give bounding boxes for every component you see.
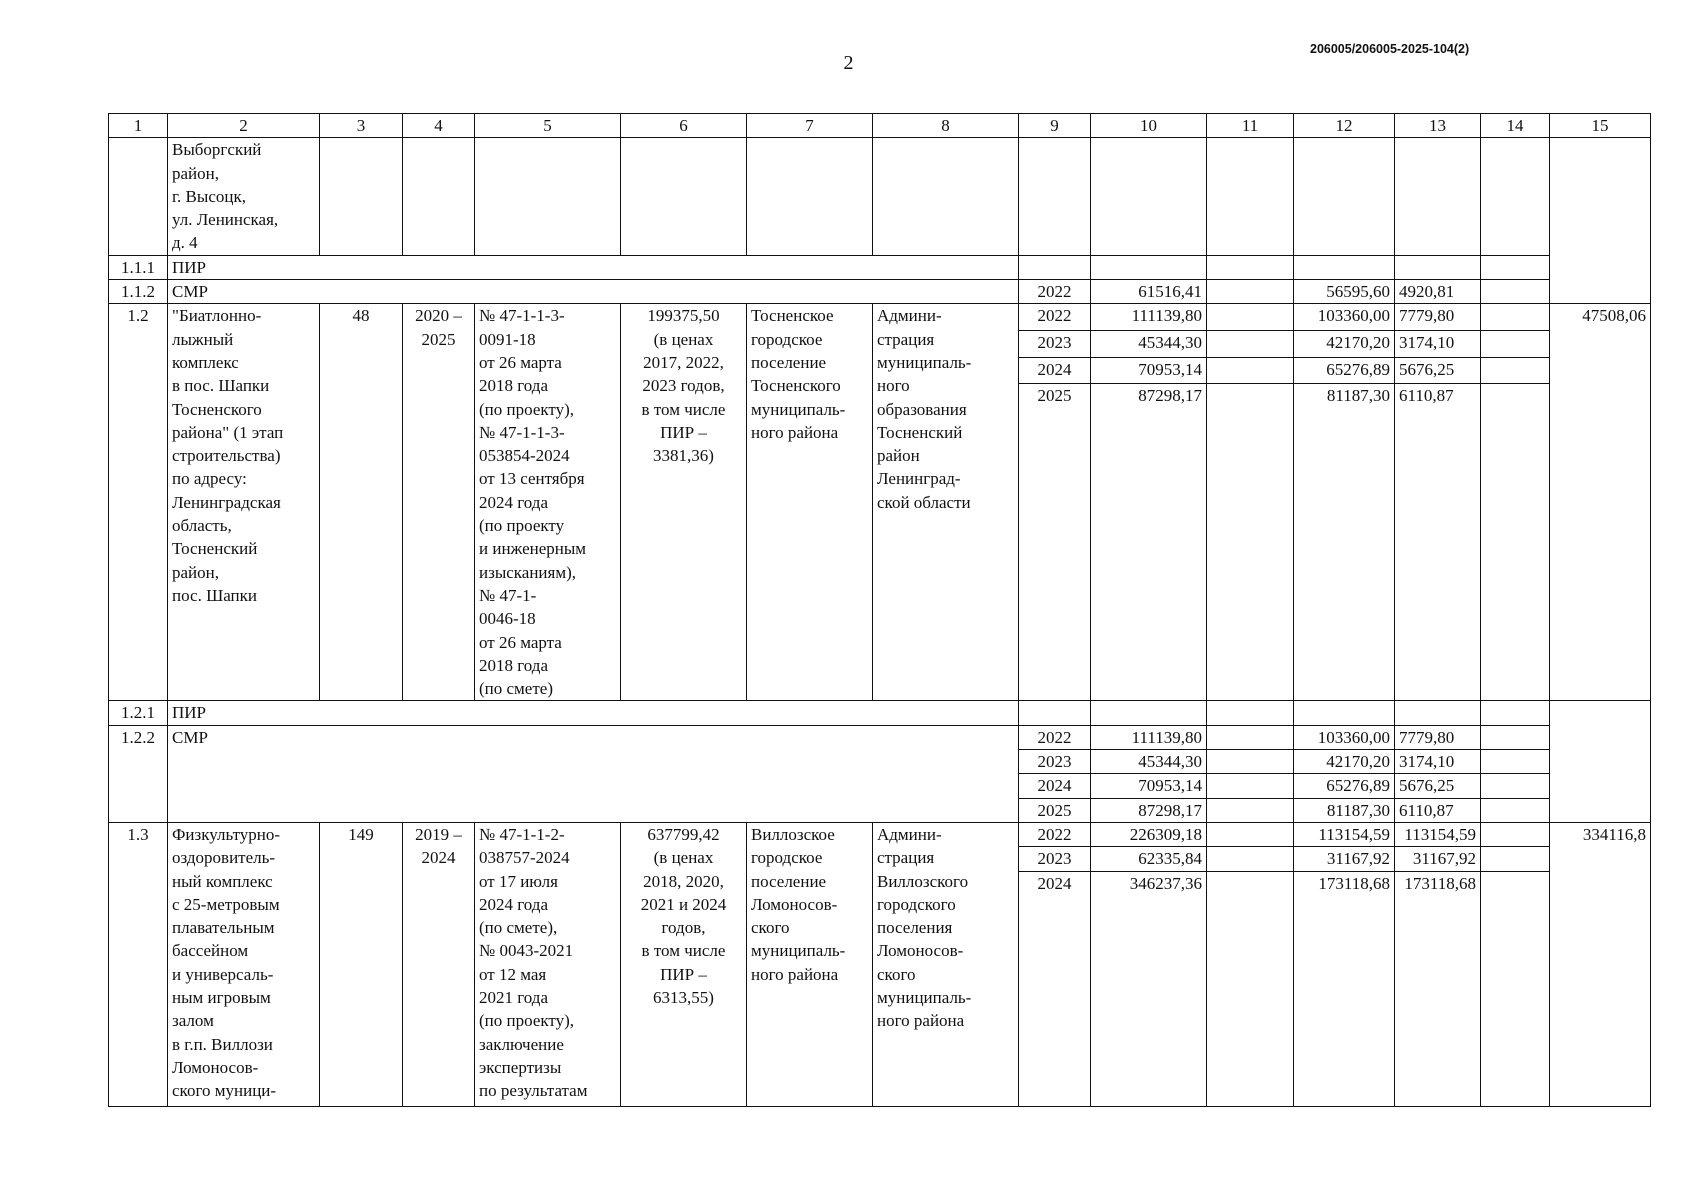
row-number: 1.2 — [109, 304, 168, 701]
table-cell — [1207, 280, 1294, 304]
text-line: 2017, 2022, — [643, 352, 724, 372]
table-cell — [1207, 331, 1294, 358]
year-cell: 2023 — [1019, 847, 1091, 871]
column-header: 6 — [621, 114, 747, 138]
table-cell — [1294, 701, 1395, 725]
text-line: 2018 года — [479, 376, 549, 396]
amount-cell: 3174,10 — [1395, 331, 1481, 358]
table-cell — [1091, 255, 1207, 279]
amount-cell: 5676,25 — [1395, 357, 1481, 384]
text-line: Виллозское — [751, 824, 835, 844]
text-line: в г.п. Виллози — [172, 1034, 273, 1054]
amount-cell: 7779,80 — [1395, 304, 1481, 331]
table-cell — [1091, 701, 1207, 725]
text-line: ской области — [877, 492, 971, 512]
amount-cell: 103360,00 — [1294, 725, 1395, 749]
text-line: 2024 — [421, 848, 456, 868]
text-line: (по проекту), — [479, 399, 575, 419]
column-header: 11 — [1207, 114, 1294, 138]
text-line: Тосненский — [172, 539, 258, 559]
sub-row-label: СМР — [168, 725, 1019, 822]
text-line: муниципаль- — [751, 941, 846, 961]
text-line: 2024 года — [479, 492, 549, 512]
amount-cell: 7779,80 — [1395, 725, 1481, 749]
text-line: страция — [877, 848, 935, 868]
table-cell — [1481, 750, 1550, 774]
column-header: 9 — [1019, 114, 1091, 138]
table-cell — [109, 138, 168, 255]
row-number: 1.1.1 — [109, 255, 168, 279]
column-number-row — [109, 114, 1651, 138]
text-line: Тосненского — [751, 376, 841, 396]
text-line: по результатам — [479, 1081, 588, 1101]
document-code: 206005/206005-2025-104(2) — [1310, 42, 1470, 56]
text-line: ского муници- — [172, 1081, 277, 1101]
table-cell — [1481, 798, 1550, 822]
text-line: ПИР – — [660, 964, 707, 984]
table-cell — [1481, 847, 1550, 871]
year-cell: 2022 — [1019, 280, 1091, 304]
table-cell — [1481, 384, 1550, 701]
total-cell: 87298,17 — [1091, 384, 1207, 701]
total-cell: 226309,18 — [1091, 822, 1207, 846]
text-line: с 25-метровым — [172, 894, 280, 914]
amount-cell: 65276,89 — [1294, 774, 1395, 798]
table-cell — [1207, 798, 1294, 822]
settlement-cell — [747, 822, 873, 1106]
amount-cell: 31167,92 — [1395, 847, 1481, 871]
table-cell — [1481, 304, 1550, 331]
text-line: ным игровым — [172, 987, 271, 1007]
table-cell — [1207, 774, 1294, 798]
table-cell — [1207, 384, 1294, 701]
amount-cell: 113154,59 — [1294, 822, 1395, 846]
text-line: в пос. Шапки — [172, 376, 270, 396]
table-cell — [1481, 138, 1550, 255]
text-line: страция — [877, 329, 935, 349]
row-number: 1.1.2 — [109, 280, 168, 304]
sub-row-label: ПИР — [168, 255, 1019, 279]
text-line: муниципаль- — [751, 399, 846, 419]
total-cell: 346237,36 — [1091, 871, 1207, 1106]
text-line: городское — [751, 848, 823, 868]
text-line: 053854-2024 — [479, 446, 570, 466]
table-cell — [1207, 725, 1294, 749]
column-header: 10 — [1091, 114, 1207, 138]
table-cell — [621, 138, 747, 255]
text-line: 2025 — [421, 329, 456, 349]
table-cell — [1481, 725, 1550, 749]
table-cell — [1019, 701, 1091, 725]
page-number: 2 — [843, 52, 854, 74]
table-cell — [1091, 138, 1207, 255]
text-line: область, — [172, 516, 232, 536]
text-line: Ломоносов- — [877, 941, 964, 961]
text-line: (по смете) — [479, 679, 553, 699]
text-line: ного района — [751, 964, 839, 984]
amount-cell: 4920,81 — [1395, 280, 1481, 304]
text-line: 637799,42 — [647, 824, 720, 844]
table-cell — [1207, 871, 1294, 1106]
text-line: образования — [877, 399, 967, 419]
total-cell: 45344,30 — [1091, 331, 1207, 358]
table-cell — [1207, 138, 1294, 255]
text-line: в том числе — [641, 399, 726, 419]
text-line: оздоровитель- — [172, 848, 276, 868]
column-header: 13 — [1395, 114, 1481, 138]
amount-cell: 42170,20 — [1294, 331, 1395, 358]
amount-cell: 42170,20 — [1294, 750, 1395, 774]
table-cell — [1481, 822, 1550, 846]
text-line: (по проекту — [479, 516, 565, 536]
text-line: от 13 сентября — [479, 469, 585, 489]
year-cell: 2022 — [1019, 304, 1091, 331]
table-cell — [403, 138, 475, 255]
year-cell: 2022 — [1019, 822, 1091, 846]
text-line: поселение — [751, 352, 827, 372]
amount-cell: 5676,25 — [1395, 774, 1481, 798]
total-cell: 70953,14 — [1091, 357, 1207, 384]
sub-row-1-1-1 — [109, 255, 1651, 279]
expertise-cell — [475, 304, 621, 701]
sub-row-label: ПИР — [168, 701, 1019, 725]
object-name — [168, 822, 320, 1106]
customer-cell — [873, 304, 1019, 701]
text-line: г. Высоцк, — [172, 186, 246, 206]
table-cell — [1207, 357, 1294, 384]
text-line: 0046-18 — [479, 609, 536, 629]
text-line: 2020 – — [415, 306, 462, 326]
sub-row-1-1-2 — [109, 280, 1651, 304]
amount-cell: 81187,30 — [1294, 384, 1395, 701]
text-line: ского — [751, 918, 790, 938]
text-line: изысканиям), — [479, 562, 577, 582]
text-line: заключение — [479, 1034, 564, 1054]
text-line: 2023 годов, — [642, 376, 725, 396]
text-line: (в ценах — [653, 329, 714, 349]
amount-cell: 113154,59 — [1395, 822, 1481, 846]
amount-cell: 6110,87 — [1395, 798, 1481, 822]
text-line: № 0043-2021 — [479, 941, 574, 961]
row-number: 1.3 — [109, 822, 168, 1106]
table-cell — [1207, 701, 1294, 725]
text-line: (в ценах — [653, 848, 714, 868]
table-cell — [1395, 701, 1481, 725]
limit-cell: 47508,06 — [1550, 304, 1651, 701]
text-line: Тосненский — [877, 422, 963, 442]
table-cell — [1481, 357, 1550, 384]
column-header: 8 — [873, 114, 1019, 138]
column-header: 14 — [1481, 114, 1550, 138]
text-line: от 17 июля — [479, 871, 558, 891]
row-number: 1.2.2 — [109, 725, 168, 822]
text-line: городского — [877, 894, 956, 914]
table-cell — [1207, 847, 1294, 871]
table-cell — [873, 138, 1019, 255]
text-line: и универсаль- — [172, 964, 274, 984]
text-line: Выборгский — [172, 140, 262, 160]
sub-row-label: СМР — [168, 280, 1019, 304]
table-cell — [1207, 304, 1294, 331]
text-line: 2018 года — [479, 655, 549, 675]
text-line: поселения — [877, 918, 953, 938]
text-line: комплекс — [172, 352, 239, 372]
text-line: строительства) — [172, 446, 281, 466]
text-line: Ломоносов- — [172, 1057, 259, 1077]
text-line: 3381,36) — [653, 446, 714, 466]
text-line: плавательным — [172, 918, 275, 938]
text-line: 2024 года — [479, 894, 549, 914]
text-line: № 47-1-1-2- — [479, 824, 565, 844]
text-line: (по проекту), — [479, 1011, 575, 1031]
text-line: муниципаль- — [877, 352, 972, 372]
year-cell: 2023 — [1019, 750, 1091, 774]
column-header: 5 — [475, 114, 621, 138]
capacity-cell: 149 — [320, 822, 403, 1106]
text-line: Ленинградская — [172, 492, 281, 512]
customer-cell — [873, 822, 1019, 1106]
amount-cell: 31167,92 — [1294, 847, 1395, 871]
text-line: Тосненское — [751, 306, 834, 326]
text-line: Тосненского — [172, 399, 262, 419]
text-line: 038757-2024 — [479, 848, 570, 868]
object-name — [168, 138, 320, 255]
table-cell — [1550, 138, 1651, 304]
text-line: 199375,50 — [647, 306, 720, 326]
amount-cell: 103360,00 — [1294, 304, 1395, 331]
sub-row-1-2-1 — [109, 701, 1651, 725]
limit-cell: 334116,8 — [1550, 822, 1651, 1106]
column-header: 7 — [747, 114, 873, 138]
text-line: муниципаль- — [877, 987, 972, 1007]
table-cell — [1207, 255, 1294, 279]
column-header: 4 — [403, 114, 475, 138]
object-name — [168, 304, 320, 701]
amount-cell: 56595,60 — [1294, 280, 1395, 304]
text-line: поселение — [751, 871, 827, 891]
text-line: экспертизы — [479, 1057, 562, 1077]
capacity-cell: 48 — [320, 304, 403, 701]
text-line: Админи- — [877, 824, 942, 844]
year-cell: 2024 — [1019, 357, 1091, 384]
text-line: Виллозского — [877, 871, 969, 891]
investment-program-table — [108, 113, 1651, 1107]
year-cell: 2024 — [1019, 774, 1091, 798]
table-cell — [1207, 750, 1294, 774]
expertise-cell — [475, 822, 621, 1106]
text-line: район, — [172, 562, 219, 582]
text-line: и инженерным — [479, 539, 587, 559]
text-line: от 12 мая — [479, 964, 547, 984]
table-cell — [1481, 255, 1550, 279]
table-cell — [1019, 255, 1091, 279]
text-line: ного района — [877, 1011, 965, 1031]
column-header: 3 — [320, 114, 403, 138]
object-row-1-3 — [109, 822, 1651, 846]
period-cell — [403, 304, 475, 701]
text-line: ул. Ленинская, — [172, 210, 279, 230]
column-header: 1 — [109, 114, 168, 138]
text-line: лыжный — [172, 329, 234, 349]
text-line: (по смете), — [479, 918, 558, 938]
text-line: ного — [877, 376, 910, 396]
table-cell — [1019, 138, 1091, 255]
table-cell — [1481, 871, 1550, 1106]
text-line: № 47-1-1-3- — [479, 306, 565, 326]
text-line: в том числе — [641, 941, 726, 961]
period-cell — [403, 822, 475, 1106]
text-line: Ломоносов- — [751, 894, 838, 914]
year-cell: 2025 — [1019, 798, 1091, 822]
table-cell — [1481, 331, 1550, 358]
object-row-1-2 — [109, 304, 1651, 331]
text-line: Физкультурно- — [172, 824, 281, 844]
text-line: ный комплекс — [172, 871, 273, 891]
column-header: 15 — [1550, 114, 1651, 138]
text-line: от 26 марта — [479, 632, 562, 652]
text-line: 2018, 2020, — [643, 871, 724, 891]
total-cell: 45344,30 — [1091, 750, 1207, 774]
text-line: район, — [172, 163, 219, 183]
text-line: 2019 – — [415, 824, 462, 844]
text-line: годов, — [661, 918, 706, 938]
text-line: № 47-1- — [479, 585, 537, 605]
table-cell — [1395, 138, 1481, 255]
table-cell — [1395, 255, 1481, 279]
column-header: 2 — [168, 114, 320, 138]
text-line: района" (1 этап — [172, 422, 284, 442]
amount-cell: 81187,30 — [1294, 798, 1395, 822]
text-line: д. 4 — [172, 233, 198, 253]
column-header: 12 — [1294, 114, 1395, 138]
amount-cell: 173118,68 — [1395, 871, 1481, 1106]
year-cell: 2024 — [1019, 871, 1091, 1106]
cost-cell — [621, 822, 747, 1106]
text-line: 2021 и 2024 — [640, 894, 727, 914]
table-cell — [1481, 701, 1550, 725]
text-line: ного района — [751, 422, 839, 442]
table-cell — [747, 138, 873, 255]
text-line: 0091-18 — [479, 329, 536, 349]
text-line: городское — [751, 329, 823, 349]
text-line: от 26 марта — [479, 352, 562, 372]
table-cell — [1294, 138, 1395, 255]
text-line: ского — [877, 964, 916, 984]
amount-cell: 65276,89 — [1294, 357, 1395, 384]
total-cell: 61516,41 — [1091, 280, 1207, 304]
sub-row-1-2-2 — [109, 725, 1651, 749]
table-cell — [1481, 774, 1550, 798]
text-line: по адресу: — [172, 469, 247, 489]
text-line: ПИР – — [660, 422, 707, 442]
total-cell: 111139,80 — [1091, 725, 1207, 749]
amount-cell: 3174,10 — [1395, 750, 1481, 774]
total-cell: 70953,14 — [1091, 774, 1207, 798]
table-cell — [475, 138, 621, 255]
table-cell — [1481, 280, 1550, 304]
table-cell — [320, 138, 403, 255]
cost-cell — [621, 304, 747, 701]
row-number: 1.2.1 — [109, 701, 168, 725]
text-line: "Биатлонно- — [172, 306, 262, 326]
table-cell — [1294, 255, 1395, 279]
text-line: залом — [172, 1011, 214, 1031]
amount-cell: 173118,68 — [1294, 871, 1395, 1106]
text-line: 2021 года — [479, 987, 549, 1007]
text-line: 6313,55) — [653, 987, 714, 1007]
year-cell: 2023 — [1019, 331, 1091, 358]
table-cell — [1207, 822, 1294, 846]
text-line: Ленинград- — [877, 469, 961, 489]
text-line: № 47-1-1-3- — [479, 422, 565, 442]
amount-cell: 6110,87 — [1395, 384, 1481, 701]
text-line: пос. Шапки — [172, 585, 257, 605]
text-line: Админи- — [877, 306, 942, 326]
settlement-cell — [747, 304, 873, 701]
text-line: район — [877, 446, 920, 466]
table-cell — [1550, 701, 1651, 822]
total-cell: 62335,84 — [1091, 847, 1207, 871]
year-cell: 2025 — [1019, 384, 1091, 701]
total-cell: 87298,17 — [1091, 798, 1207, 822]
year-cell: 2022 — [1019, 725, 1091, 749]
object-row-1-1-tail — [109, 138, 1651, 255]
text-line: бассейном — [172, 941, 249, 961]
total-cell: 111139,80 — [1091, 304, 1207, 331]
